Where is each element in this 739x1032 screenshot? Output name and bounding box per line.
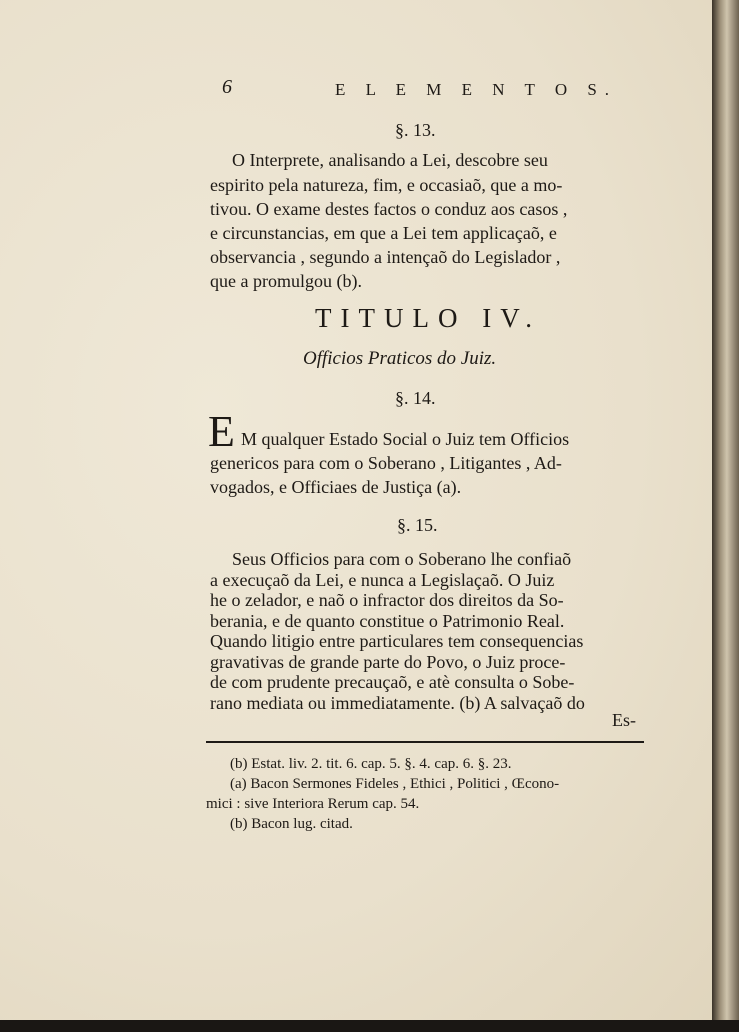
footnote-rule — [206, 741, 644, 743]
section-15-line: Seus Officios para com o Soberano lhe confiaõ — [232, 549, 572, 569]
section-13-line: tivou. O exame destes factos o conduz aos casos , — [210, 199, 568, 219]
section-15-line: rano mediata ou immediatamente. (b) A salvaçaõ do — [210, 693, 585, 713]
book-page-edge — [712, 0, 739, 1032]
section-14-line: vogados, e Officiaes de Justiça (a). — [210, 477, 462, 497]
footnote-line: (a) Bacon Sermones Fideles , Ethici , Politici , Œcono- — [230, 776, 560, 792]
section-13-line: observancia , segundo a intençaõ do Legislador , — [210, 247, 561, 267]
running-title: E L E M E N T O S. — [335, 80, 618, 99]
section-15-line: gravativas de grande parte do Povo, o Juiz proce- — [210, 652, 566, 672]
section-15-line: Quando litigio entre particulares tem consequencias — [210, 631, 584, 651]
section-13-heading: §. 13. — [395, 120, 436, 140]
footnote-line: (b) Bacon lug. citad. — [230, 816, 353, 832]
titulo-heading: TITULO IV. — [315, 303, 541, 333]
section-15-line: a execuçaõ da Lei, e nunca a Legislaçaõ. O Juiz — [210, 570, 555, 590]
titulo-subtitle: Officios Praticos do Juiz. — [303, 348, 497, 369]
section-13-line: e circunstancias, em que a Lei tem applicaçaõ, e — [210, 223, 557, 243]
section-15-heading: §. 15. — [397, 515, 438, 535]
catchword: Es- — [612, 710, 636, 730]
section-15-line: he o zelador, e naõ o infractor dos direitos da So- — [210, 590, 564, 610]
section-14-line: M qualquer Estado Social o Juiz tem Officios — [241, 429, 570, 449]
scan-border — [0, 1020, 739, 1032]
footnote-line: (b) Estat. liv. 2. tit. 6. cap. 5. §. 4. cap. 6. §. 23. — [230, 756, 512, 772]
section-13-line: espirito pela natureza, fim, e occasiaõ, que a mo- — [210, 175, 563, 195]
section-15-line: berania, e de quanto constitue o Patrimonio Real. — [210, 611, 565, 631]
section-14-heading: §. 14. — [395, 388, 436, 408]
section-13-line: que a promulgou (b). — [210, 271, 362, 291]
drop-capital: E — [208, 407, 235, 456]
section-13-line: O Interprete, analisando a Lei, descobre seu — [232, 150, 548, 170]
section-15-line: de com prudente precauçaõ, e atè consulta o Sobe- — [210, 672, 575, 692]
section-14-line: genericos para com o Soberano , Litigantes , Ad- — [210, 453, 562, 473]
footnote-line: mici : sive Interiora Rerum cap. 54. — [206, 796, 420, 812]
page-number: 6 — [222, 76, 232, 98]
